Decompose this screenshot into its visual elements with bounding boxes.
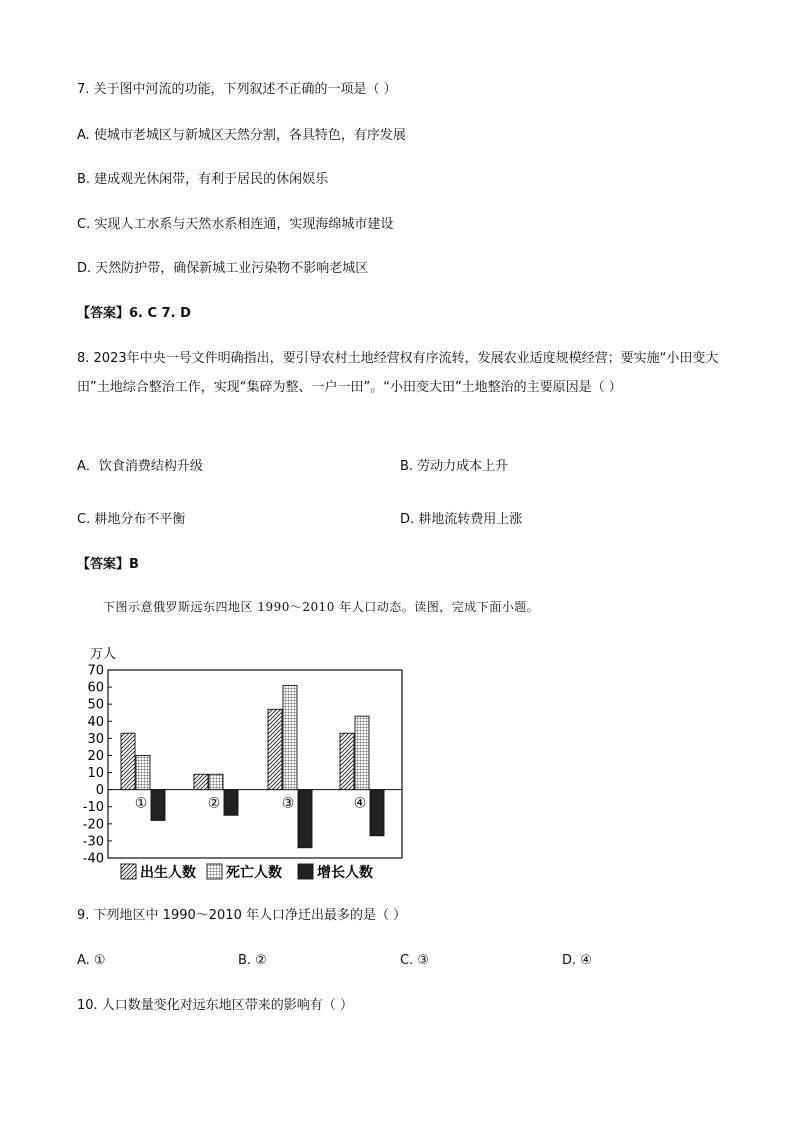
y-tick-label: -10 <box>82 800 104 816</box>
legend-swatch <box>207 864 222 879</box>
q7-option-a: A. 使城市老城区与新城区天然分割，各具特色，有序发展 <box>77 128 406 143</box>
y-tick-label: -30 <box>82 834 104 850</box>
legend-swatch <box>121 864 136 879</box>
legend-label: 出生人数 <box>140 865 196 881</box>
y-tick-label: 60 <box>87 680 104 696</box>
q9-option-d: D. ④ <box>562 953 592 968</box>
q10-stem: 10. 人口数量变化对远东地区带来的影响有（ ） <box>77 998 353 1013</box>
q7-option-b: B. 建成观光休闲带，有利于居民的休闲娱乐 <box>77 172 329 187</box>
y-tick-label: -40 <box>82 851 104 867</box>
y-tick-label: 70 <box>87 663 104 679</box>
q8-option-a: A．饮食消费结构升级 <box>77 459 203 474</box>
y-tick-label: 30 <box>87 731 104 747</box>
bar-增长人数-3 <box>298 790 312 848</box>
y-tick-label: 50 <box>87 697 104 713</box>
bar-死亡人数-1 <box>136 755 150 789</box>
bar-出生人数-2 <box>194 774 208 789</box>
y-tick-label: 0 <box>95 783 104 799</box>
q9-stem: 9. 下列地区中 1990～2010 年人口净迁出最多的是（ ） <box>77 908 407 923</box>
category-label: ③ <box>281 795 295 812</box>
q7-option-d: D. 天然防护带，确保新城工业污染物不影响老城区 <box>77 261 369 276</box>
population-chart <box>78 640 408 890</box>
y-tick-label: 20 <box>87 748 104 764</box>
q8-option-d: D. 耕地流转费用上涨 <box>400 512 523 527</box>
chart-intro: 下图示意俄罗斯远东四地区 1990～2010 年人口动态。读图，完成下面小题。 <box>103 600 540 614</box>
answer-6-7: 【答案】6. C 7. D <box>77 306 191 321</box>
bar-死亡人数-2 <box>209 774 223 789</box>
category-label: ① <box>134 795 148 812</box>
bar-增长人数-4 <box>370 790 384 836</box>
bar-增长人数-2 <box>224 790 238 816</box>
legend-label: 增长人数 <box>317 865 373 881</box>
bar-死亡人数-4 <box>355 716 369 789</box>
y-tick-label: 40 <box>87 714 104 730</box>
q8-stem: 8. 2023年中央一号文件明确指出，要引导农村土地经营权有序流转，发展农业适度规模经营；要实施“小田变大田”土地综合整治工作，实现“集碎为整、一户一田”。“小田变大田”土地整治的主要原因是（ ） <box>77 351 719 395</box>
bar-死亡人数-3 <box>283 685 297 789</box>
bar-出生人数-4 <box>340 733 354 789</box>
category-label: ④ <box>353 795 367 812</box>
q9-option-c: C. ③ <box>400 953 429 968</box>
q7-option-c: C. 实现人工水系与天然水系相连通，实现海绵城市建设 <box>77 217 394 232</box>
q8-option-c: C. 耕地分布不平衡 <box>77 512 186 527</box>
y-axis-unit: 万人 <box>90 647 117 662</box>
answer-8: 【答案】B <box>77 557 139 572</box>
q8-option-b: B. 劳动力成本上升 <box>400 459 509 474</box>
bar-出生人数-1 <box>121 733 135 789</box>
bar-出生人数-3 <box>268 709 282 789</box>
legend-swatch <box>298 864 313 879</box>
category-label: ② <box>207 795 221 812</box>
q9-option-b: B. ② <box>238 953 267 968</box>
y-tick-label: -20 <box>82 817 104 833</box>
legend-label: 死亡人数 <box>226 865 282 881</box>
q9-option-a: A. ① <box>77 953 106 968</box>
bar-增长人数-1 <box>151 790 165 821</box>
q7-stem: 7. 关于图中河流的功能，下列叙述不正确的一项是（ ） <box>77 82 397 97</box>
y-tick-label: 10 <box>87 766 104 782</box>
